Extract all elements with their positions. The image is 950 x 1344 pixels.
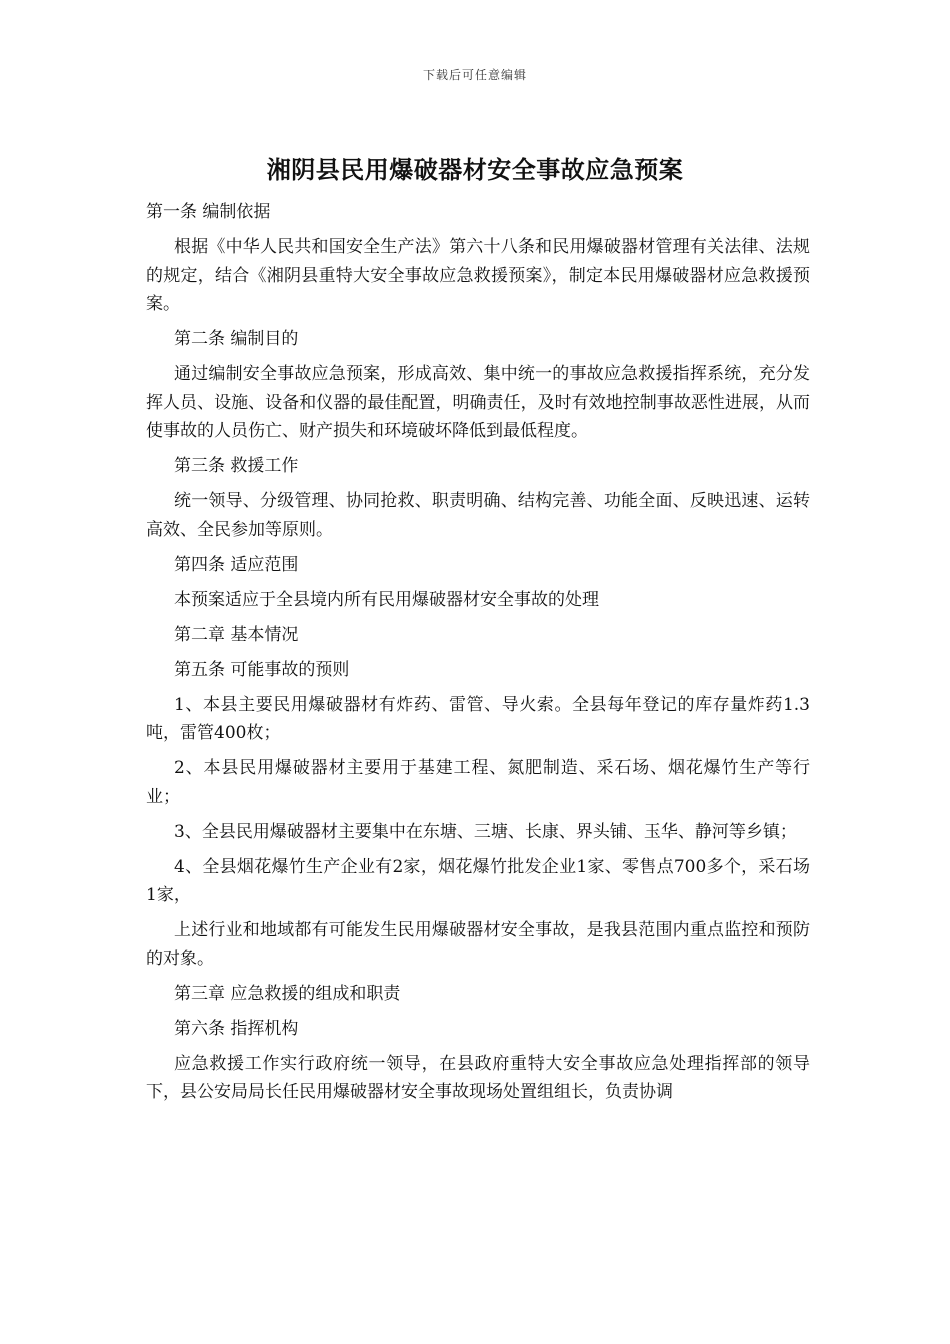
document-title: 湘阴县民用爆破器材安全事故应急预案 [266, 155, 684, 184]
paragraph-article-2-text: 通过编制安全事故应急预案，形成高效、集中统一的事故应急救援指挥系统，充分发挥人员、设施、设备和仪器的最佳配置，明确责任，及时有效地控制事故恶性进展，从而使事故的人员伤亡、财产损失和环境破坏降低到最低程度。 [146, 364, 810, 441]
paragraph-item-2: 2、本县民用爆破器材主要用于基建工程、氮肥制造、采石场、烟花爆竹生产等行业； [146, 758, 810, 807]
paragraph-chapter-3-heading: 第三章 应急救援的组成和职责 [174, 983, 401, 1004]
paragraph-article-3-text: 统一领导、分级管理、协同抢救、职责明确、结构完善、功能全面、反映迅速、运转高效、全民参加等原则。 [146, 491, 810, 540]
document-body [146, 198, 810, 1113]
paragraph-article-1-heading: 第一条 编制依据 [146, 202, 271, 222]
paragraph-article-6-text: 应急救援工作实行政府统一领导，在县政府重特大安全事故应急处理指挥部的领导下，县公安局局长任民用爆破器材安全事故现场处置组组长，负责协调 [146, 1053, 810, 1102]
paragraph-item-1: 1、本县主要民用爆破器材有炸药、雷管、导火索。全县每年登记的库存量炸药1.3吨，雷管400枚； [146, 694, 810, 743]
paragraph-summary: 上述行业和地域都有可能发生民用爆破器材安全事故，是我县范围内重点监控和预防的对象。 [146, 920, 810, 969]
page-header-note: 下载后可任意编辑 [422, 68, 527, 82]
paragraph-item-4: 4、全县烟花爆竹生产企业有2家，烟花爆竹批发企业1家、零售点700多个，采石场1家， [146, 856, 810, 905]
paragraph-article-2-heading: 第二条 编制目的 [174, 329, 299, 349]
paragraph-article-4-heading: 第四条 适应范围 [174, 554, 299, 575]
paragraph-chapter-2-heading: 第二章 基本情况 [174, 624, 299, 645]
paragraph-article-4-text: 本预案适应于全县境内所有民用爆破器材安全事故的处理 [174, 589, 599, 610]
paragraph-item-3: 3、全县民用爆破器材主要集中在东塘、三塘、长康、界头铺、玉华、静河等乡镇； [174, 821, 797, 842]
paragraph-article-5-heading: 第五条 可能事故的预则 [174, 659, 350, 680]
paragraph-article-3-heading: 第三条 救援工作 [174, 456, 299, 476]
paragraph-article-6-heading: 第六条 指挥机构 [174, 1018, 299, 1039]
paragraph-article-1-text: 根据《中华人民共和国安全生产法》第六十八条和民用爆破器材管理有关法律、法规的规定，结合《湘阴县重特大安全事故应急救援预案》，制定本民用爆破器材应急救援预案。 [146, 237, 810, 314]
